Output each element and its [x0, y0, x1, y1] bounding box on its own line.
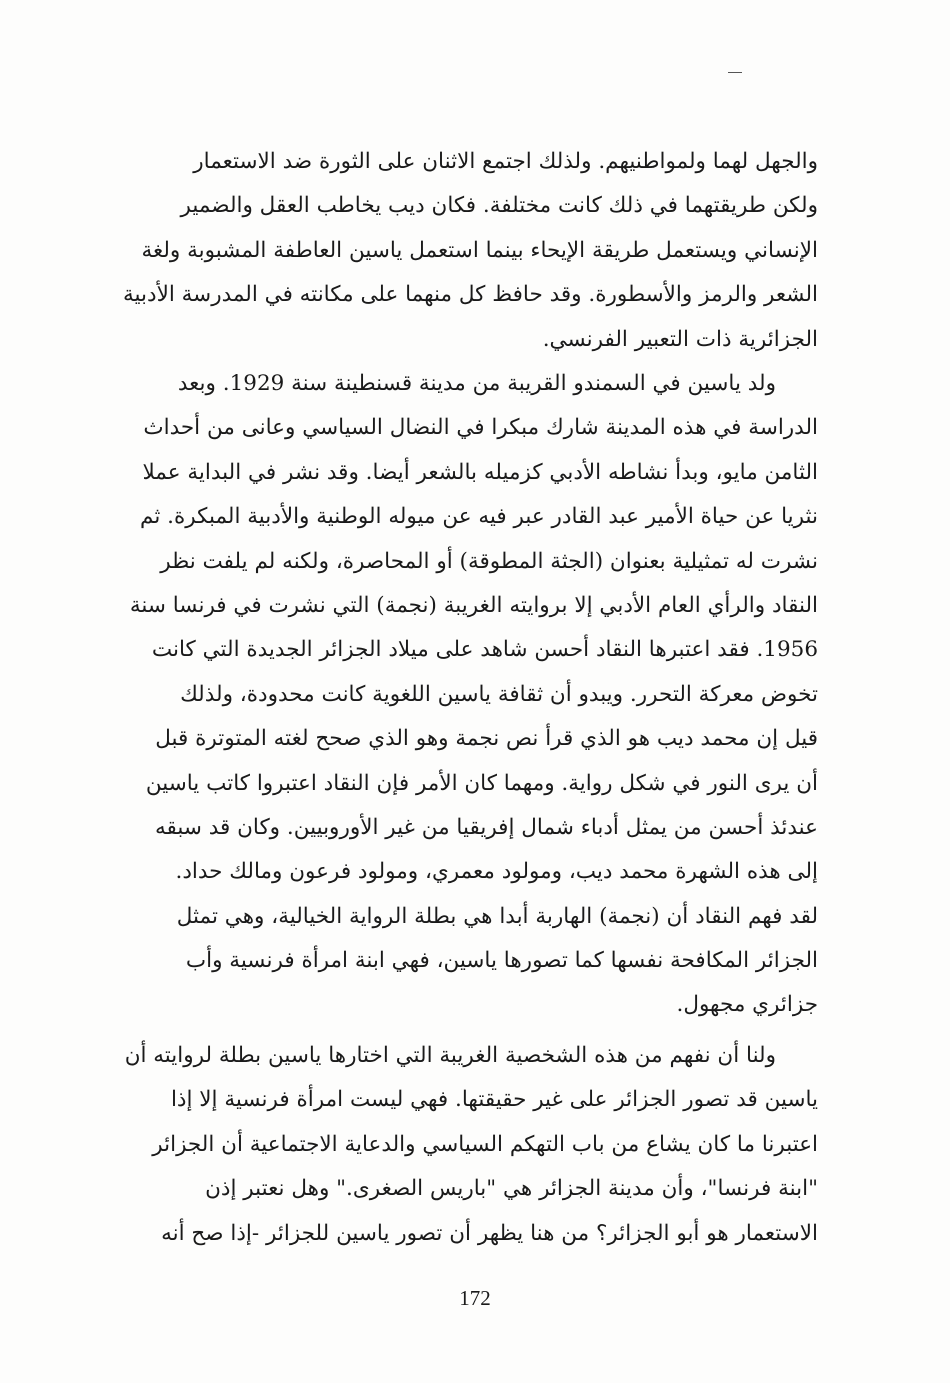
text-line: قيل إن محمد ديب هو الذي قرأ نص نجمة وهو الذي صحح لغته المتوترة قبل — [155, 726, 818, 752]
paragraph-2 — [78, 362, 818, 1028]
text-line: الجزائرية ذات التعبير الفرنسي. — [542, 326, 818, 352]
text-line: الجزائر المكافحة نفسها كما تصورها ياسين، فهي ابنة امرأة فرنسية وأب — [185, 948, 818, 974]
text-line: جزائري مجهول. — [676, 992, 818, 1018]
text-line: الدراسة في هذه المدينة شارك مبكرا في النضال السياسي وعانى من أحداث — [143, 415, 818, 441]
text-line: نشرت له تمثيلية بعنوان (الجثة المطوقة) أو المحاصرة، ولكنه لم يلفت نظر — [160, 548, 818, 574]
page-number: 172 — [459, 1286, 491, 1310]
text-line: عندئذ أحسن من يمثل أدباء شمال إفريقيا من غير الأوروبيين. وكان قد سبقه — [154, 814, 818, 840]
text-line: ولد ياسين في السمندو القريبة من مدينة قسنطينة سنة 1929. وبعد — [177, 371, 776, 396]
text-line: نثريا عن حياة الأمير عبد القادر عبر فيه عن ميوله الوطنية والأدبية المبكرة. ثم — [140, 504, 818, 530]
text-line: إلى هذه الشهرة محمد ديب، ومولود معمري، ومولود فرعون ومالك حداد. — [175, 859, 818, 885]
text-line: الثامن مايو، وبدأ نشاطه الأدبي كزميله بالشعر أيضا. وقد نشر في البداية عملا — [142, 459, 818, 485]
paragraph-3 — [78, 1034, 818, 1256]
text-line: 1956. فقد اعتبرها النقاد أحسن شاهد على ميلاد الجزائر الجديدة التي كانت — [151, 637, 818, 663]
text-line: الإنساني ويستعمل طريقة الإيحاء بينما استعمل ياسين العاطفة المشبوبة ولغة — [141, 237, 818, 263]
text-line: ولنا أن نفهم من هذه الشخصية الغريبة التي اختارها ياسين بطلة لروايته أن — [124, 1043, 776, 1068]
text-line: والجهل لهما ولمواطنيهم. ولذلك اجتمع الاثنان على الثورة ضد الاستعمار — [193, 149, 818, 174]
text-line: النقاد والرأي العام الأدبي إلا بروايته الغريبة (نجمة) التي نشرت في فرنسا سنة — [129, 592, 818, 618]
text-line: ولكن طريقتهما في ذلك كانت مختلفة. فكان ديب يخاطب العقل والضمير — [180, 193, 818, 219]
text-line: الاستعمار هو أبو الجزائر؟ من هنا يظهر أن تصور ياسين للجزائر -إذا صح أنه — [161, 1220, 818, 1246]
text-line: اعتبرنا ما كان يشاع من باب التهكم السياسي والدعاية الاجتماعية أن الجزائر — [152, 1131, 818, 1157]
text-line: الشعر والرمز والأسطورة. وقد حافظ كل منهما على مكانته في المدرسة الأدبية — [123, 282, 818, 308]
text-line: "ابنة فرنسا"، وأن مدينة الجزائر هي "باريس الصغرى." وهل نعتبر إذن — [205, 1176, 818, 1202]
text-line: لقد فهم النقاد أن (نجمة) الهاربة أبدا هي بطلة الرواية الخيالية، وهي تمثل — [176, 903, 818, 929]
text-line: ياسين قد تصور الجزائر على غير حقيقتها. فهي ليست امرأة فرنسية إلا إذا — [170, 1087, 818, 1113]
paragraph-1 — [78, 140, 818, 362]
text-line: تخوض معركة التحرر. ويبدو أن ثقافة ياسين اللغوية كانت محدودة، ولذلك — [180, 681, 818, 707]
scan-mark — [728, 72, 742, 73]
text-line: أن يرى النور في شكل رواية. ومهما كان الأمر فإن النقاد اعتبروا كاتب ياسين — [145, 770, 818, 796]
